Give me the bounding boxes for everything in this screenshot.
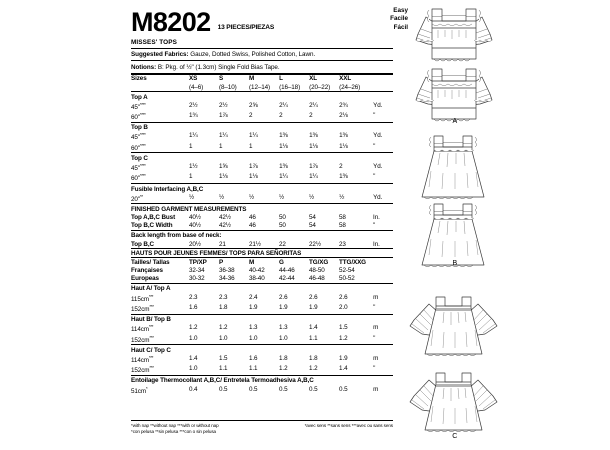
width-label: 20"** xyxy=(131,193,189,204)
nap-marker: ** xyxy=(139,193,143,199)
value-cell: 1 xyxy=(249,142,279,153)
unit-cell: In. xyxy=(373,214,380,222)
value-cell: 23 xyxy=(339,240,369,249)
unit-cell: Yd. xyxy=(373,132,383,140)
francaises-value: 44-46 xyxy=(279,267,295,275)
value-cell: 1¼ xyxy=(249,132,258,140)
size-numeric: (24–26) xyxy=(339,83,369,92)
value-cell: 42½ xyxy=(218,214,231,222)
value-cell: 1¼ xyxy=(219,132,228,140)
width-label: 45"**** xyxy=(131,101,146,111)
value-cell: 2¼ xyxy=(309,101,318,109)
nap-marker: *** xyxy=(148,293,154,299)
piece-count: 13 PIECES/PIEZAS xyxy=(217,24,275,31)
value-cell: 1⅞ xyxy=(219,112,249,123)
nap-marker: **** xyxy=(139,101,146,107)
value-cell: 0.5 xyxy=(249,385,258,393)
size-header: XL xyxy=(309,74,339,83)
table-row xyxy=(131,375,393,385)
illustration-view-a-front xyxy=(398,4,610,66)
value-cell: 2.6 xyxy=(279,293,288,301)
width-label: 60"**** xyxy=(131,173,189,184)
value-cell: 22½ xyxy=(309,240,339,249)
table-row xyxy=(131,163,393,173)
suggested-fabrics-value: Gauze, Dotted Swiss, Polished Cotton, Lawn. xyxy=(188,51,316,59)
size-header: XXL xyxy=(339,74,369,83)
value-cell: 1¼ xyxy=(188,132,198,140)
measurement-label: Top B,C Width xyxy=(131,222,173,230)
value-cell: 1.0 xyxy=(219,334,249,345)
table-row xyxy=(131,193,393,204)
width-label: 114cm*** xyxy=(131,354,154,365)
metric-banner: HAUTS POUR JEUNES FEMMES/ TOPS PARA SEÑORITAS xyxy=(131,249,393,258)
nap-marker: **** xyxy=(139,112,146,118)
value-cell: 1.0 xyxy=(249,334,279,345)
value-cell: ½ xyxy=(189,193,219,204)
size-numeric: (16–18) xyxy=(279,83,309,92)
value-cell: 2¼ xyxy=(279,101,288,109)
back-length-title: Back length from base of neck: xyxy=(131,232,222,240)
width-label: 152cm*** xyxy=(131,365,189,376)
table-row xyxy=(131,184,393,193)
illustration-view-c-back xyxy=(398,368,610,438)
unit-cell xyxy=(369,258,393,267)
table-row xyxy=(131,267,393,275)
value-cell: 1.3 xyxy=(249,324,258,332)
metric-group-title: Haut C/ Top C xyxy=(131,346,171,354)
notions-value: B: Pkg. of ½" (1.3cm) Single Fold Bias Tape. xyxy=(156,63,280,71)
table-row xyxy=(131,74,393,83)
value-cell: 2⅝ xyxy=(249,101,258,109)
nap-marker: *** xyxy=(149,303,154,309)
value-cell: 1.9 xyxy=(309,303,339,314)
value-cell: 0.5 xyxy=(218,385,228,393)
unit-cell: " xyxy=(369,365,393,376)
value-cell: ½ xyxy=(249,193,279,204)
metric-size-label: Tailles/ Tallas xyxy=(131,259,170,266)
unit-cell: " xyxy=(373,222,376,230)
value-cell: ½ xyxy=(279,193,309,204)
table-row xyxy=(131,83,393,92)
value-cell: 0.4 xyxy=(188,385,198,393)
value-cell: 1.9 xyxy=(339,354,348,362)
europeas-value: 42-44 xyxy=(279,275,309,284)
unit-cell xyxy=(369,275,393,284)
unit-cell: m xyxy=(373,293,379,301)
value-cell: 1⅜ xyxy=(339,173,369,184)
table-row xyxy=(131,314,393,324)
europeas-value: 38-40 xyxy=(249,275,279,284)
yardage-table-metric xyxy=(131,249,393,395)
table-row xyxy=(131,334,393,345)
value-cell: 46 xyxy=(248,222,256,230)
value-cell: 1.2 xyxy=(188,324,198,332)
table-row xyxy=(131,303,393,314)
width-label: 45"**** xyxy=(131,132,146,142)
value-cell: 1.5 xyxy=(339,324,348,332)
value-cell: 58 xyxy=(339,214,346,222)
finished-measurements-table xyxy=(131,204,393,249)
value-cell: 1⅛ xyxy=(249,173,279,184)
table-row xyxy=(131,283,393,293)
table-row xyxy=(131,101,393,111)
nap-marker: **** xyxy=(139,142,146,148)
value-cell: 1 xyxy=(219,142,249,153)
value-cell: 40½ xyxy=(188,214,201,222)
width-label: 60"**** xyxy=(131,142,189,153)
europeas-value: 50-52 xyxy=(339,275,369,284)
value-cell: 0.5 xyxy=(309,385,318,393)
value-cell: 58 xyxy=(339,222,346,230)
metric-size-header: P xyxy=(218,259,224,266)
width-label: 60"**** xyxy=(131,112,189,123)
value-cell: 50 xyxy=(279,214,286,222)
nap-marker: *** xyxy=(149,334,154,340)
value-cell: 1¾ xyxy=(189,112,219,123)
illustration-view-b-front xyxy=(398,131,610,203)
europeas-value: 34-36 xyxy=(219,275,249,284)
size-header: M xyxy=(249,74,279,83)
sizes-header-label: Sizes xyxy=(131,74,189,83)
nap-marker: * xyxy=(146,385,148,391)
masthead xyxy=(131,6,393,36)
unit-cell: In. xyxy=(369,240,393,249)
value-cell: 2⅛ xyxy=(339,112,369,123)
value-cell: 21 xyxy=(219,240,249,249)
unit-cell: Yd. xyxy=(369,193,393,204)
value-cell: 21½ xyxy=(249,240,279,249)
europeas-label: Europeas xyxy=(131,275,189,284)
table-row xyxy=(131,258,393,267)
width-label: 51cm* xyxy=(131,385,148,395)
francaises-label: Françaises xyxy=(131,267,163,275)
table-row xyxy=(131,293,393,303)
value-cell: 1 xyxy=(189,173,219,184)
value-cell: 2.6 xyxy=(339,293,348,301)
francaises-value: 32-34 xyxy=(188,267,205,275)
value-cell: 0.5 xyxy=(279,385,288,393)
table-row xyxy=(131,214,393,222)
size-header: L xyxy=(279,74,309,83)
unit-cell: m xyxy=(373,385,379,393)
francaises-value: 40-42 xyxy=(249,267,265,275)
table-row xyxy=(131,92,393,102)
value-cell: 1⅞ xyxy=(309,163,318,171)
value-cell: 2 xyxy=(309,112,339,123)
value-cell: 1½ xyxy=(188,163,198,171)
table-row xyxy=(131,275,393,284)
unit-cell xyxy=(369,267,393,275)
footnote-nap-en: *with nap **without nap ***with or without nap xyxy=(131,423,219,428)
value-cell: 1.1 xyxy=(309,334,339,345)
value-cell: ½ xyxy=(309,193,339,204)
footnote-nap-fr: *avec sens **sans sens ***avec ou sans sens xyxy=(304,423,393,428)
table-row xyxy=(131,249,393,258)
information-column xyxy=(131,6,393,444)
value-cell: 1.6 xyxy=(249,354,258,362)
width-label: 115cm*** xyxy=(131,293,154,303)
metric-interfacing-title: Entoilage Thermocollant A,B,C/ Entretela Termoadhesiva A,B,C xyxy=(131,377,314,385)
value-cell: ½ xyxy=(219,193,249,204)
unit-cell xyxy=(369,83,393,92)
value-cell: 2.0 xyxy=(339,303,369,314)
value-cell: 1.8 xyxy=(219,303,249,314)
table-row xyxy=(131,240,393,249)
difficulty-fr: Facile xyxy=(390,15,408,23)
measurement-label: Top A,B,C Bust xyxy=(131,214,176,222)
table-row xyxy=(131,153,393,163)
table-row xyxy=(131,324,393,334)
interfacing-title: Fusible Interfacing A,B,C xyxy=(131,185,204,193)
footnotes-left xyxy=(131,423,219,436)
size-header: XS xyxy=(189,74,219,83)
value-cell: 0.5 xyxy=(339,385,348,393)
pattern-number: M8202 xyxy=(131,7,211,37)
spacer-cell xyxy=(131,83,189,92)
value-cell: 1⅜ xyxy=(279,163,288,171)
value-cell: 1.2 xyxy=(309,365,339,376)
value-cell: 1⅜ xyxy=(309,132,318,140)
size-header: S xyxy=(219,74,249,83)
value-cell: 20½ xyxy=(189,240,219,249)
fabric-group-title: Top A xyxy=(131,93,148,101)
nap-marker: **** xyxy=(139,173,146,179)
value-cell: 54 xyxy=(309,222,316,230)
value-cell: 1⅛ xyxy=(219,173,249,184)
francaises-value: 52-54 xyxy=(339,267,355,275)
nap-marker: **** xyxy=(139,132,146,138)
unit-cell xyxy=(369,74,393,83)
metric-size-header: TTG/XXG xyxy=(339,259,366,266)
notions-line xyxy=(131,61,393,73)
value-cell: 2 xyxy=(249,112,279,123)
table-row xyxy=(131,222,393,231)
value-cell: 2.4 xyxy=(249,293,258,301)
view-label-b: B xyxy=(452,260,458,267)
fabric-group-title: Top C xyxy=(131,154,148,162)
value-cell: 1¼ xyxy=(309,173,339,184)
nap-marker: *** xyxy=(148,354,154,360)
unit-cell: " xyxy=(369,173,393,184)
illustration-view-a-back xyxy=(398,64,610,126)
value-cell: 2¾ xyxy=(339,101,348,109)
footnotes xyxy=(131,420,393,436)
value-cell: 1.1 xyxy=(219,365,249,376)
metric-size-header: TP/XP xyxy=(188,259,207,266)
value-cell: 1¼ xyxy=(279,173,309,184)
illustration-view-c-front xyxy=(398,292,610,362)
table-row xyxy=(131,345,393,355)
value-cell: 1⅛ xyxy=(279,142,309,153)
value-cell: 1.2 xyxy=(218,324,228,332)
view-label-c: C xyxy=(452,433,458,440)
unit-cell: " xyxy=(369,334,393,345)
metric-size-header: G xyxy=(279,259,284,266)
value-cell: 1.4 xyxy=(188,354,198,362)
size-numeric: (12–14) xyxy=(249,83,279,92)
value-cell: 1.0 xyxy=(189,334,219,345)
size-numeric: (20–22) xyxy=(309,83,339,92)
nap-marker: **** xyxy=(139,163,146,169)
unit-cell: m xyxy=(373,324,379,332)
value-cell: 2½ xyxy=(188,101,198,109)
value-cell: 2½ xyxy=(219,101,228,109)
fusible-interfacing-table xyxy=(131,184,393,204)
size-numeric: (4–6) xyxy=(189,83,219,92)
difficulty-es: Fácil xyxy=(393,23,408,31)
table-row xyxy=(131,173,393,184)
table-row xyxy=(131,132,393,142)
footnote-nap-es: *con pelusa **sin pelusa ***con o sin pelusa xyxy=(131,429,216,435)
unit-cell: Yd. xyxy=(373,163,383,171)
finished-measurements-title: FINISHED GARMENT MEASUREMENTS xyxy=(131,205,247,213)
value-cell: 1⅛ xyxy=(309,142,339,153)
unit-cell: m xyxy=(373,354,379,362)
value-cell: 1.5 xyxy=(218,354,228,362)
width-label: 152cm*** xyxy=(131,334,189,345)
table-row xyxy=(131,112,393,123)
value-cell: 22 xyxy=(279,240,309,249)
value-cell: 1.2 xyxy=(339,334,369,345)
value-cell: 2 xyxy=(339,163,343,171)
value-cell: 2 xyxy=(279,112,309,123)
value-cell: 1.8 xyxy=(309,354,318,362)
value-cell: 1.0 xyxy=(279,334,309,345)
unit-cell: " xyxy=(369,112,393,123)
unit-cell: " xyxy=(369,303,393,314)
width-label: 152cm*** xyxy=(131,303,189,314)
unit-cell: Yd. xyxy=(373,101,383,109)
value-cell: 1⅞ xyxy=(249,163,258,171)
width-label: 45"**** xyxy=(131,163,146,173)
value-cell: ½ xyxy=(339,193,369,204)
value-cell: 1.4 xyxy=(309,324,318,332)
europeas-value: 30-32 xyxy=(189,275,219,284)
nap-marker: *** xyxy=(148,324,154,330)
value-cell: 1.9 xyxy=(279,303,309,314)
size-numeric: (8–10) xyxy=(219,83,249,92)
value-cell: 1.6 xyxy=(189,303,219,314)
value-cell: 1⅜ xyxy=(339,132,348,140)
unit-cell: " xyxy=(369,142,393,153)
francaises-value: 48-50 xyxy=(309,267,325,275)
difficulty-en: Easy xyxy=(393,7,408,14)
value-cell: 1⅜ xyxy=(279,132,288,140)
table-row xyxy=(131,230,393,240)
value-cell: 1.9 xyxy=(249,303,279,314)
francaises-value: 36-38 xyxy=(218,267,235,275)
yardage-table-imperial xyxy=(131,74,393,184)
value-cell: 1.3 xyxy=(279,324,288,332)
table-row xyxy=(131,385,393,395)
value-cell: 40½ xyxy=(188,222,201,230)
metric-group-title: Haut A/ Top A xyxy=(131,285,171,293)
value-cell: 1.2 xyxy=(279,365,309,376)
suggested-fabrics-line xyxy=(131,49,393,61)
table-row xyxy=(131,354,393,364)
value-cell: 46 xyxy=(248,214,256,222)
table-row xyxy=(131,365,393,376)
value-cell: 1.4 xyxy=(339,365,369,376)
value-cell: 42½ xyxy=(218,222,231,230)
garment-type: MISSES' TOPS xyxy=(131,39,393,49)
value-cell: 2.6 xyxy=(309,293,318,301)
table-row xyxy=(131,204,393,213)
value-cell: 1.0 xyxy=(189,365,219,376)
suggested-fabrics-label: Suggested Fabrics: xyxy=(131,51,189,59)
value-cell: 1.1 xyxy=(249,365,279,376)
value-cell: 54 xyxy=(309,214,316,222)
table-row xyxy=(131,142,393,153)
value-cell: 1⅝ xyxy=(219,163,228,171)
value-cell: 1⅛ xyxy=(339,142,369,153)
metric-group-title: Haut B/ Top B xyxy=(131,316,171,324)
table-row xyxy=(131,122,393,132)
value-cell: 50 xyxy=(279,222,286,230)
europeas-value: 46-48 xyxy=(309,275,339,284)
illustration-column xyxy=(398,0,610,450)
view-label-a: A xyxy=(452,118,458,125)
value-cell: 2.3 xyxy=(188,293,198,301)
metric-size-header: M xyxy=(249,259,255,266)
value-cell: 1 xyxy=(189,142,219,153)
measurement-label: Top B,C xyxy=(131,240,189,249)
value-cell: 1.8 xyxy=(279,354,288,362)
notions-label: Notions: xyxy=(131,63,157,71)
fabric-group-title: Top B xyxy=(131,124,148,132)
value-cell: 2.3 xyxy=(218,293,228,301)
metric-size-header: TG/XG xyxy=(309,259,329,266)
footnotes-right xyxy=(305,423,393,436)
nap-marker: *** xyxy=(149,365,154,371)
width-label: 114cm*** xyxy=(131,324,154,334)
